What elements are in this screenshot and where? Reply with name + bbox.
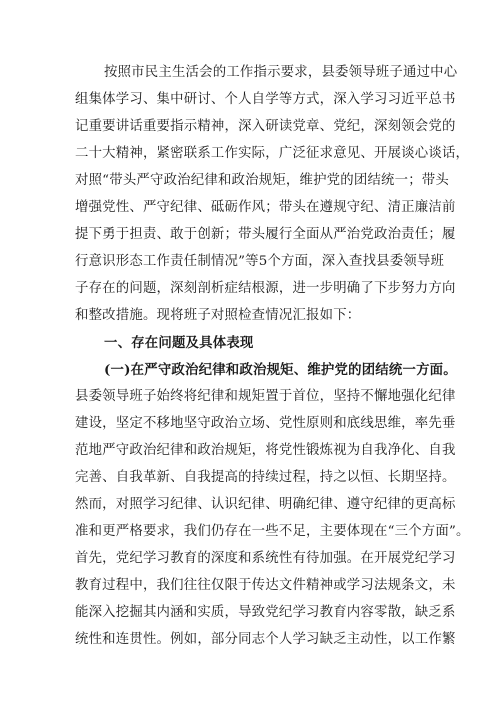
paragraph-line: 完善、自我革新、自我提高的持续过程，持之以恒、长期坚持。 (75, 470, 456, 485)
paragraph-line: 能深入挖掘其内涵和实质，导致党纪学习教育内容零散，缺乏系 (75, 605, 456, 620)
paragraph-line: 准和更严格要求，我们仍存在一些不足，主要体现在“三个方面”。 (75, 524, 470, 539)
paragraph-line: 记重要讲话重要指示精神，深入研读党章、党纪，深刻领会党的 (75, 119, 456, 134)
paragraph-line: 然而，对照学习纪律、认识纪律、明确纪律、遵守纪律的更高标 (75, 497, 456, 512)
paragraph-line: 二十大精神，紧密联系工作实际，广泛征求意见、开展谈心谈话， (75, 146, 470, 161)
paragraph-line: 行意识形态工作责任制情况”等5个方面，深入查找县委领导班 (75, 254, 445, 269)
paragraph-line: 按照市民主生活会的工作指示要求，县委领导班子通过中心 (104, 65, 458, 80)
paragraph-line: 增强党性、严守纪律、砥砺作风；带头在遵规守纪、清正廉洁前 (75, 200, 456, 215)
subsection-heading: (一)在严守政治纪律和政治规矩、维护党的团结统一方面。 (104, 362, 457, 378)
paragraph-line: 子存在的问题，深刻剖析症结根源，进一步明确了下步努力方向 (75, 281, 456, 296)
section-heading: 一、存在问题及具体表现 (104, 335, 254, 351)
paragraph-line: 首先，党纪学习教育的深度和系统性有待加强。在开展党纪学习 (75, 551, 456, 566)
paragraph-line: 统性和连贯性。例如，部分同志个人学习缺乏主动性，以工作繁 (75, 632, 456, 647)
paragraph-line: 范地严守政治纪律和政治规矩，将党性锻炼视为自我净化、自我 (75, 443, 456, 458)
paragraph-line: 提下勇于担责、敢于创新；带头履行全面从严治党政治责任；履 (75, 227, 456, 242)
paragraph-line: 和整改措施。现将班子对照检查情况汇报如下： (75, 308, 361, 323)
paragraph-line: 教育过程中，我们往往仅限于传达文件精神或学习法规条文，未 (75, 578, 456, 593)
paragraph-line: 组集体学习、集中研讨、个人自学等方式，深入学习习近平总书 (75, 92, 456, 107)
paragraph-line: 建设，坚定不移地坚守政治立场、党性原则和底线思维，率先垂 (75, 416, 456, 431)
paragraph-line: 对照“带头严守政治纪律和政治规矩，维护党的团结统一；带头 (75, 173, 449, 188)
paragraph-line: 县委领导班子始终将纪律和规矩置于首位，坚持不懈地强化纪律 (75, 389, 456, 404)
